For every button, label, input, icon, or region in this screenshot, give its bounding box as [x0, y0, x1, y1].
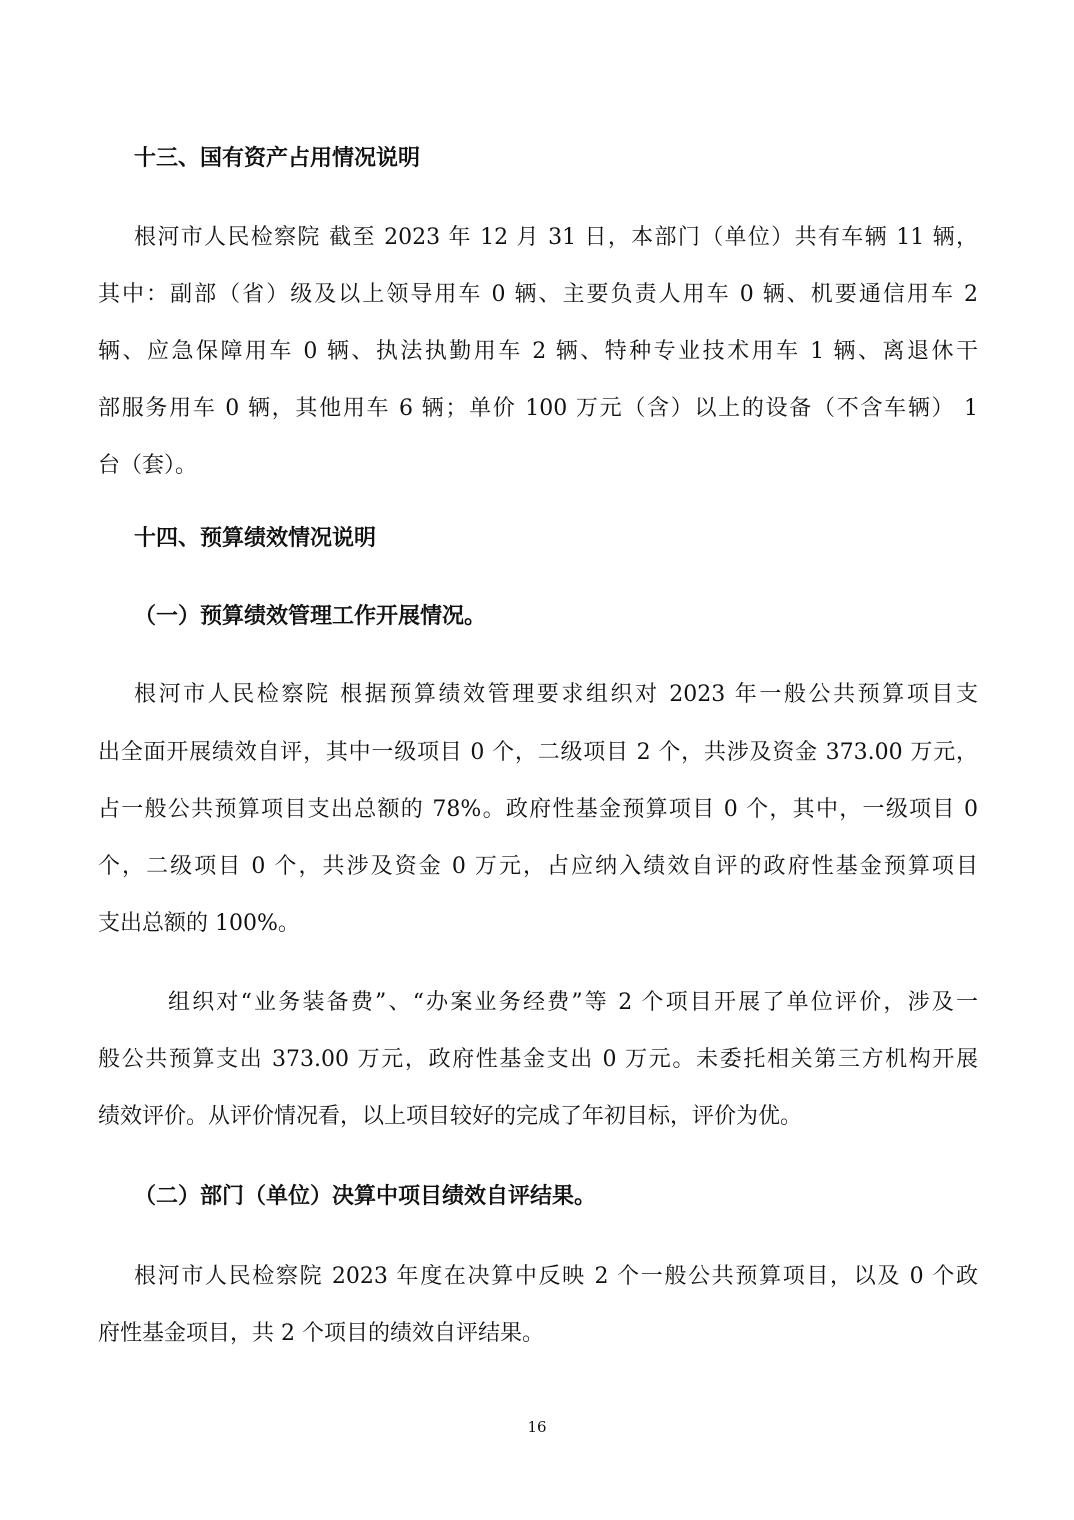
subsection-1-para-1-line-3: 占一般公共预算项目支出总额的 78%。政府性基金预算项目 0 个，其中，一级项目 0 — [98, 797, 978, 822]
section-13-line-1: 根河市人民检察院 截至 2023 年 12 月 31 日，本部门（单位）共有车辆 11 辆， — [134, 225, 978, 250]
section-13-heading: 十三、国有资产占用情况说明 — [134, 146, 421, 171]
subsection-1-heading: （一）预算绩效管理工作开展情况。 — [134, 604, 487, 629]
section-13-line-2: 其中：副部（省）级及以上领导用车 0 辆、主要负责人用车 0 辆、机要通信用车 2 — [98, 282, 978, 307]
subsection-1-para-2-line-3: 绩效评价。从评价情况看，以上项目较好的完成了年初目标，评价为优。 — [98, 1104, 803, 1129]
subsection-1-para-1-line-5: 支出总额的 100%。 — [98, 911, 300, 936]
section-13-line-4: 部服务用车 0 辆，其他用车 6 辆；单价 100 万元（含）以上的设备（不含车辆） 1 — [98, 396, 978, 421]
subsection-2-para-1-line-2: 府性基金项目，共 2 个项目的绩效自评结果。 — [98, 1321, 544, 1346]
subsection-1-para-1-line-4: 个，二级项目 0 个，共涉及资金 0 万元，占应纳入绩效自评的政府性基金预算项目 — [98, 854, 978, 879]
subsection-2-para-1-line-1: 根河市人民检察院 2023 年度在决算中反映 2 个一般公共预算项目，以及 0 个政 — [134, 1264, 978, 1289]
subsection-1-para-2-line-1: 组织对“业务装备费”、“办案业务经费”等 2 个项目开展了单位评价，涉及一 — [168, 990, 978, 1015]
section-14-heading: 十四、预算绩效情况说明 — [134, 526, 377, 551]
subsection-1-para-2-line-2: 般公共预算支出 373.00 万元，政府性基金支出 0 万元。未委托相关第三方机构开展 — [98, 1047, 978, 1072]
subsection-1-para-1-line-1: 根河市人民检察院 根据预算绩效管理要求组织对 2023 年一般公共预算项目支 — [134, 682, 978, 707]
subsection-2-heading: （二）部门（单位）决算中项目绩效自评结果。 — [134, 1184, 597, 1209]
subsection-1-para-1-line-2: 出全面开展绩效自评，其中一级项目 0 个，二级项目 2 个，共涉及资金 373.00 万元， — [98, 740, 978, 765]
section-13-line-5: 台（套）。 — [98, 453, 198, 478]
page-number: 16 — [527, 1418, 547, 1436]
section-13-line-3: 辆、应急保障用车 0 辆、执法执勤用车 2 辆、特种专业技术用车 1 辆、离退休干 — [98, 339, 978, 364]
